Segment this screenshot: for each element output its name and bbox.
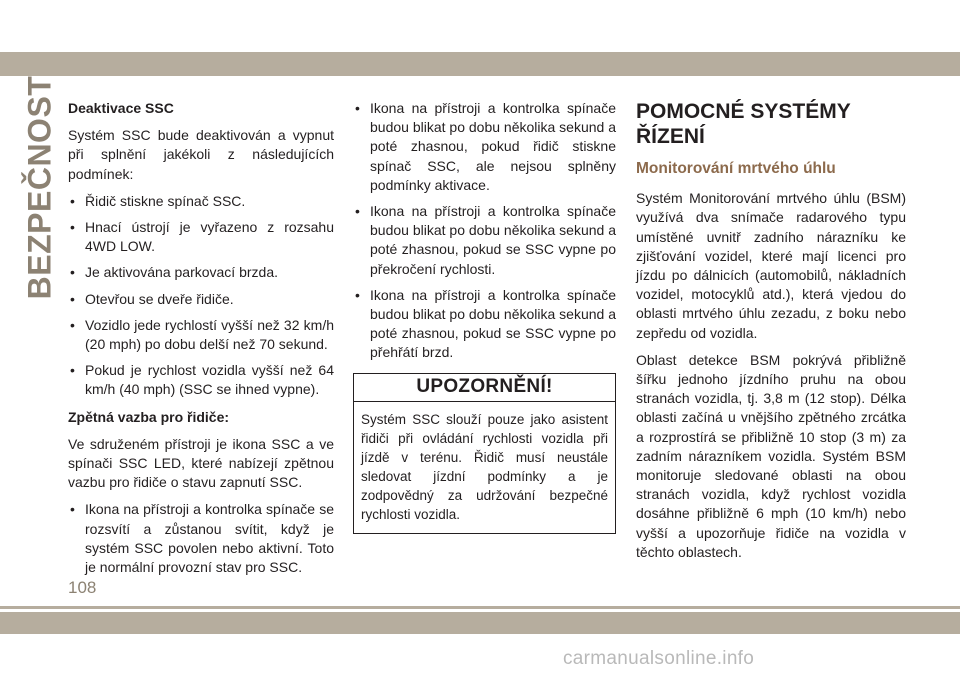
section-title: POMOCNÉ SYSTÉMY ŘÍZENÍ bbox=[636, 100, 851, 148]
list-item: • Ikona na přístroji a kontrolka spínače budou blikat po dobu několika sekund a poté zhasnou, pokud řidič stiskne spínač SSC, ale nejsou splněny podmínky aktivace. bbox=[353, 99, 616, 195]
heading-deactivation: Deaktivace SSC bbox=[68, 100, 174, 116]
column-1 bbox=[68, 99, 334, 585]
heading-feedback: Zpětná vazba pro řidiče: bbox=[68, 408, 230, 425]
bsm-paragraph-1: Systém Monitorování mrtvého úhlu (BSM) využívá dva snímače radarového typu umístěné uvnitř zadního nárazníku ke zjišťování vozidel, které mají licenci pro jízdu po dálnicích (automobilů, nákladních vozidel, motocyklů atd.), která vjedou do oblasti mrtvého úhlu zezadu, z boku nebo zepředu od vozidla. bbox=[636, 190, 906, 341]
feedback-list bbox=[68, 500, 334, 577]
list-item: • Pokud je rychlost vozidla vyšší než 64 km/h (40 mph) (SSC se ihned vypne). bbox=[68, 361, 334, 399]
list-item: • Hnací ústrojí je vyřazeno z rozsahu 4WD LOW. bbox=[68, 218, 334, 256]
list-item: • Je aktivována parkovací brzda. bbox=[68, 263, 334, 282]
list-item: • Řidič stiskne spínač SSC. bbox=[68, 192, 334, 211]
page-number: 108 bbox=[68, 578, 97, 597]
warning-box bbox=[353, 373, 616, 534]
footer-bar bbox=[0, 612, 960, 634]
list-item: • Otevřou se dveře řidiče. bbox=[68, 290, 334, 309]
feedback-paragraph: Ve sdruženém přístroji je ikona SSC a ve spínači SSC LED, které nabízejí zpětnou vazbu pro řidiče o stavu zapnutí SSC. bbox=[68, 435, 334, 491]
header-band bbox=[0, 0, 960, 57]
deactivation-conditions bbox=[68, 192, 334, 400]
subsection-title: Monitorování mrtvého úhlu bbox=[636, 160, 836, 177]
deactivation-intro: Systém SSC bude deaktivován a vypnut při splnění jakékoli z následujících podmínek: bbox=[68, 127, 334, 182]
section-side-label: BEZPEČNOST bbox=[21, 75, 58, 300]
warning-text: Systém SSC slouží pouze jako asistent řidiči při ovládání rychlosti vozidla při jízdě v terénu. Řidič musí neustále sledovat jízdní podmínky a je zodpovědný za udržování bezpečné rychlosti vozidla. bbox=[361, 411, 608, 522]
list-item: • Ikona na přístroji a kontrolka spínače budou blikat po dobu několika sekund a poté zhasnou, pokud se SSC vypne po překročení rychlosti. bbox=[353, 202, 616, 279]
header-bar bbox=[0, 52, 960, 76]
bsm-paragraph-2: Oblast detekce BSM pokrývá přibližně šířku jednoho jízdního pruhu na obou stranách vozidla, tj. 3,8 m (12 stop). Délka oblasti začíná u vnějšího zpětného zrcátka a rozprostírá se přibližně 10 stop (3 m) za zadním nárazníkem vozidla. Systém BSM monitoruje sledované oblasti na obou stranách vozidla, když rychlost vozidla dosáhne přibližně 6 mph (10 km/h) nebo vyšší a upozorňuje řidiče na vozidla v těchto oblastech. bbox=[636, 351, 906, 560]
warning-title: UPOZORNĚNÍ! bbox=[354, 374, 615, 402]
column-3 bbox=[636, 99, 906, 570]
list-item: • Ikona na přístroji a kontrolka spínače budou blikat po dobu několika sekund a poté zhasnou, pokud se SSC vypne po přehřátí brzd. bbox=[353, 286, 616, 363]
feedback-list-continued bbox=[353, 99, 616, 363]
watermark: carmanualsonline.info bbox=[563, 648, 755, 669]
column-2 bbox=[353, 99, 616, 534]
list-item: • Vozidlo jede rychlostí vyšší než 32 km/h (20 mph) po dobu delší než 70 sekund. bbox=[68, 316, 334, 354]
footer-line bbox=[0, 606, 960, 609]
list-item: • Ikona na přístroji a kontrolka spínače se rozsvítí a zůstanou svítit, když je systém SSC povolen nebo aktivní. Toto je normální provozní stav pro SSC. bbox=[68, 500, 334, 577]
